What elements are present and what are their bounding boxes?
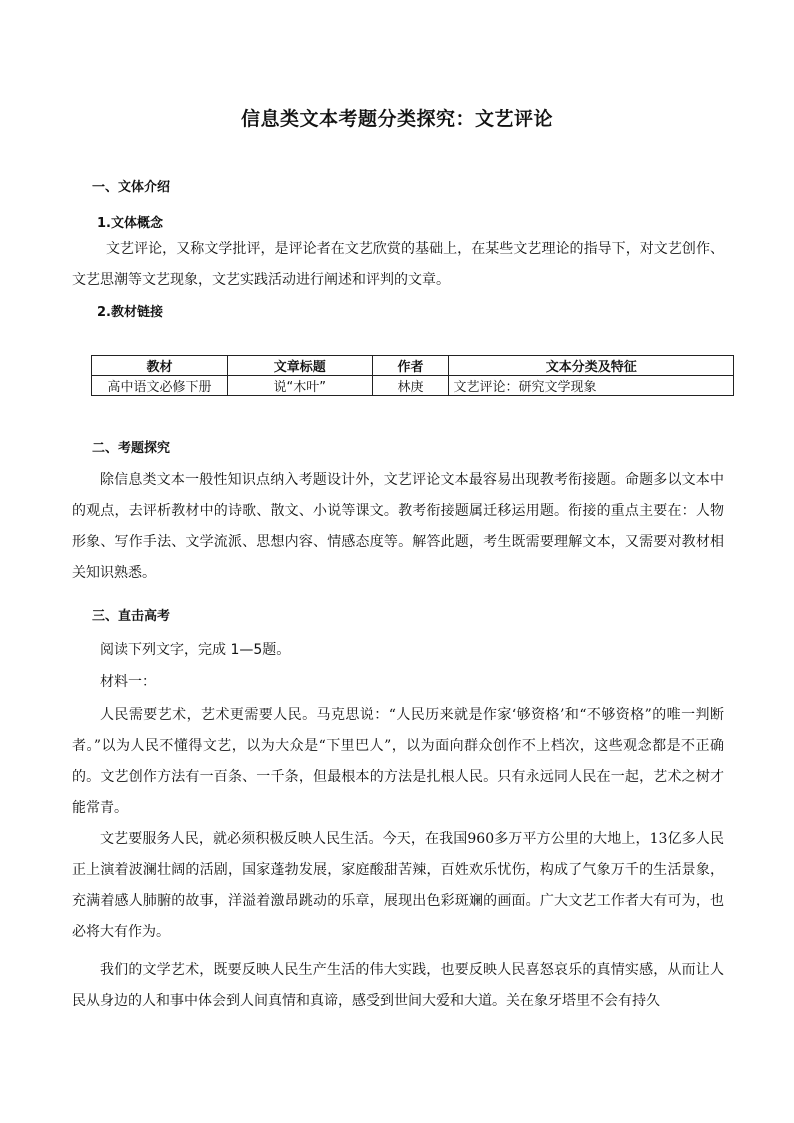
table-header-author: 作者 (372, 356, 449, 376)
material-paragraph: 人民需要艺术，艺术更需要人民。马克思说：“人民历来就是作家‘够资格’和“不够资格”的唯一判断者。”以为人民不懂得文艺，以为大众是“下里巴人”，以为面向群众创作不上档次，这些观念都是不正确的。文艺创作方法有一百条、一千条，但最根本的方法是扎根人民。只有永远同人民在一起，艺术之树才能常青。 (72, 707, 724, 816)
subheading-concept: 1.文体概念 (97, 216, 163, 231)
document-title: 信息类文本考题分类探究：文艺评论 (240, 108, 553, 130)
table-header-article-title: 文章标题 (227, 356, 372, 376)
material-label: 材料一： (100, 674, 156, 690)
concept-text: 文艺评论，又称文学批评，是评论者在文艺欣赏的基础上，在某些文艺理论的指导下，对文艺创作、文艺思潮等文艺现象，文艺实践活动进行阐述和评判的文章。 (72, 241, 724, 288)
material-paragraph: 文艺要服务人民，就必须积极反映人民生活。今天，在我国960多万平方公里的大地上，13亿多人民正上演着波澜壮阔的活剧，国家蓬勃发展，家庭酸甜苦辣，百姓欢乐忧伤，构成了气象万千的生活景象，充满着感人肺腑的故事，洋溢着激昂跳动的乐章，展现出色彩斑斓的画面。广大文艺工作者大有可为，也必将大有作为。 (72, 831, 724, 940)
textbook-table (91, 355, 734, 396)
table-cell-textbook: 高中语文必修下册 (92, 376, 228, 396)
section-heading-gaokao: 三、直击高考 (92, 609, 171, 624)
table-cell-article-title: 说“木叶” (227, 376, 372, 396)
table-row (92, 376, 734, 396)
section-heading-genre-intro: 一、文体介绍 (92, 180, 171, 195)
subheading-textbook-link: 2.教材链接 (97, 305, 163, 320)
table-header-row (92, 356, 734, 376)
paragraph-concept (72, 234, 724, 296)
paragraph-exam-explore: 除信息类文本一般性知识点纳入考题设计外，文艺评论文本最容易出现教考衔接题。命题多以文本中的观点，去评析教材中的诗歌、散文、小说等课文。教考衔接题属迁移运用题。衔接的重点主要在：人物形象、写作手法、文学流派、思想内容、情感态度等。解答此题，考生既需要理解文本，又需要对教材相关知识熟悉。 (72, 472, 724, 581)
table-cell-author: 林庚 (372, 376, 449, 396)
table-header-category: 文本分类及特征 (449, 356, 734, 376)
table-cell-category: 文艺评论：研究文学现象 (449, 376, 734, 396)
table-header-textbook: 教材 (92, 356, 228, 376)
reading-instruction: 阅读下列文字，完成 1—5题。 (100, 642, 291, 658)
material-paragraph: 我们的文学艺术，既要反映人民生产生活的伟大实践，也要反映人民喜怒哀乐的真情实感，从而让人民从身边的人和事中体会到人间真情和真谛，感受到世间大爱和大道。关在象牙塔里不会有持久 (72, 962, 724, 1009)
section-heading-exam-explore: 二、考题探究 (92, 441, 171, 456)
